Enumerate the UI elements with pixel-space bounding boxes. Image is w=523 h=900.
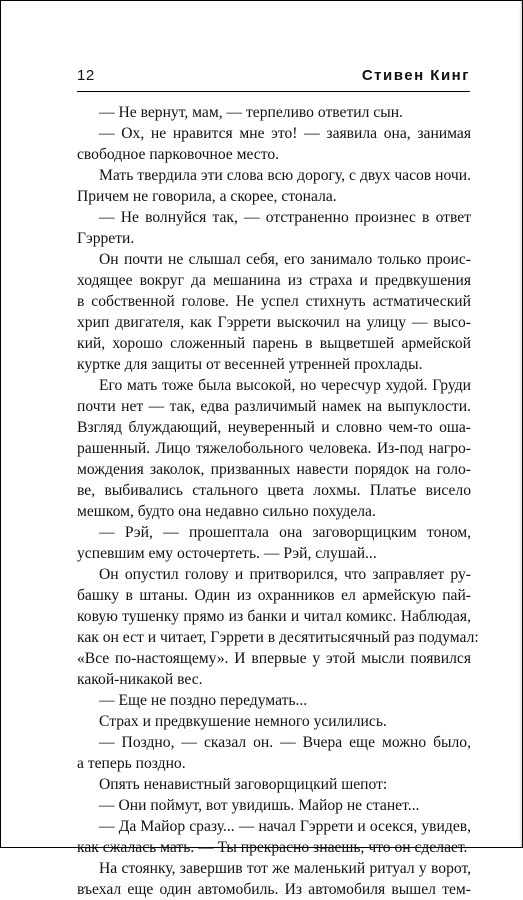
text-line: — Еще не поздно передумать... bbox=[99, 692, 308, 709]
text-line: «Все по-настоящему». И впервые у этой мысли появился bbox=[77, 650, 471, 667]
text-line: почти нет — так, едва различимый намек на выпуклости. bbox=[77, 398, 471, 415]
text-line: мешком, будто она недавно сильно похудела. bbox=[77, 503, 376, 520]
text-line: Опять ненавистный заговорщицкий шепот: bbox=[99, 776, 388, 793]
running-head-author: Стивен Кинг bbox=[361, 67, 470, 84]
text-line: Он опустил голову и притворился, что заправляет ру- bbox=[99, 566, 471, 583]
text-line: кий, хорошо сложенный парень в выцветшей армейской bbox=[77, 335, 471, 352]
text-line: — Не волнуйся так, — отстраненно произнес в ответ bbox=[99, 209, 471, 226]
text-line: мождения заколок, призванных навести порядок на голо- bbox=[77, 461, 471, 478]
text-line: ковую тушенку прямо из банки и читал комикс. Наблюдая, bbox=[77, 608, 471, 625]
text-line: ходящее вокруг да мешанина из страха и предвкушения bbox=[77, 272, 471, 289]
text-line: Страх и предвкушение немного усилились. bbox=[99, 713, 387, 730]
page-edge-shadow bbox=[519, 0, 523, 848]
text-line: Его мать тоже была высокой, но чересчур худой. Груди bbox=[99, 377, 471, 394]
text-line: — Рэй, — прошептала она заговорщицким тоном, bbox=[99, 524, 471, 541]
text-line: Гэррети. bbox=[77, 230, 135, 247]
text-line: башку в штаны. Один из охранников ел армейскую пай- bbox=[77, 587, 471, 604]
text-line: как сжалась мать. — Ты прекрасно знаешь, что он сделает. bbox=[77, 839, 468, 856]
page-header bbox=[77, 67, 470, 85]
text-line: — Они поймут, вот увидишь. Майор не станет... bbox=[99, 797, 420, 814]
text-line: — Ох, не нравится мне это! — заявила она, занимая bbox=[99, 125, 471, 142]
header-rule bbox=[77, 91, 470, 92]
text-line: успевшим ему осточертеть. — Рэй, слушай... bbox=[77, 545, 377, 562]
text-line: куртке для защиты от весенней утренней прохлады. bbox=[77, 356, 423, 373]
text-line: а теперь поздно. bbox=[77, 755, 186, 772]
text-line: свободное парковочное место. bbox=[77, 146, 280, 163]
body-text bbox=[77, 102, 479, 900]
text-line: Он почти не слышал себя, его занимало только проис- bbox=[99, 251, 471, 268]
text-line: На стоянку, завершив тот же маленький ритуал у ворот, bbox=[99, 860, 471, 877]
text-line: — Поздно, — сказал он. — Вчера еще можно было, bbox=[99, 734, 471, 751]
page-number: 12 bbox=[77, 67, 95, 84]
text-line: Мать твердила эти слова всю дорогу, с двух часов ночи. bbox=[99, 167, 471, 184]
text-line: какой-никакой вес. bbox=[77, 671, 203, 688]
text-line: ве, выбивались стального цвета лохмы. Платье висело bbox=[77, 482, 471, 499]
text-line: Причем не говорила, а скорее, стонала. bbox=[77, 188, 337, 205]
text-line: Взгляд блуждающий, неуверенный и словно чем-то оша- bbox=[77, 419, 471, 436]
text-line: въехал еще один автомобиль. Из автомобиля вышел тем- bbox=[77, 881, 471, 898]
text-line: хрип двигателя, как Гэррети выскочил на улицу — высо- bbox=[77, 314, 471, 331]
text-line: рашенный. Лицо тяжелобольного человека. Из-под нагро- bbox=[77, 440, 471, 457]
text-line: как он ест и читает, Гэррети в десятитысячный раз подумал: bbox=[77, 629, 479, 646]
text-line: в собственной голове. Не успел стихнуть астматический bbox=[77, 293, 471, 310]
text-line: — Да Майор сразу... — начал Гэррети и осекся, увидев, bbox=[99, 818, 471, 835]
text-line: — Не вернут, мам, — терпеливо ответил сын. bbox=[99, 104, 403, 121]
